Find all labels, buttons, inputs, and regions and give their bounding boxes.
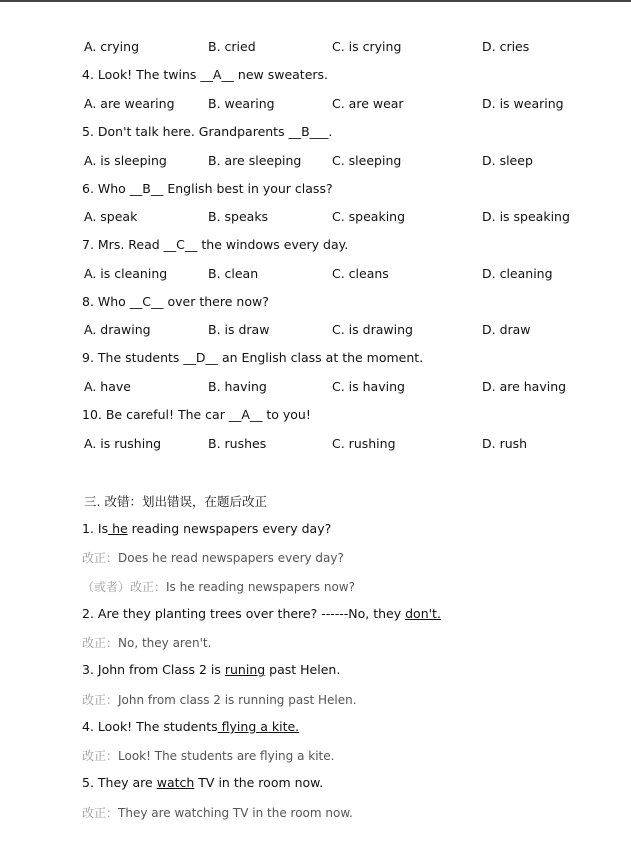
option-a: A. have (84, 379, 131, 394)
options-row-7 (0, 266, 631, 282)
correction-question-1 (82, 521, 331, 536)
option-d: D. is wearing (482, 96, 564, 111)
fix-text: They are watching TV in the room now. (118, 806, 353, 820)
option-c: C. cleans (332, 266, 389, 281)
correction-answer-4 (82, 747, 334, 764)
fix-label: 改正： (82, 693, 119, 707)
error-underline: runing (224, 662, 266, 677)
fix-text: No, they aren't. (118, 636, 212, 650)
option-a: A. speak (84, 209, 138, 224)
fix-label: （或者）改正： (82, 580, 167, 594)
options-row-3 (0, 39, 631, 55)
error-underline: flying a kite. (217, 719, 300, 734)
question-6: 6. Who __B__ English best in your class? (82, 181, 333, 196)
question-text: 3. John from Class 2 is (82, 662, 225, 677)
option-d: D. rush (482, 436, 528, 451)
option-c: C. speaking (332, 209, 406, 224)
options-row-9 (0, 379, 631, 395)
correction-answer-3 (82, 691, 357, 708)
option-b: B. cried (208, 39, 256, 54)
options-row-8 (0, 322, 631, 338)
options-row-10 (0, 436, 631, 452)
option-b: B. having (208, 379, 267, 394)
option-b: B. rushes (208, 436, 267, 451)
top-border (0, 0, 631, 2)
question-text: 1. Is (82, 521, 109, 536)
fix-label: 改正： (82, 749, 119, 763)
fix-label: 改正： (82, 636, 119, 650)
section-3-heading: 三. 改错：划出错误，在题后改正 (84, 494, 267, 509)
option-c: C. is having (332, 379, 405, 394)
question-5: 5. Don't talk here. Grandparents __B___. (82, 124, 333, 139)
fix-label: 改正： (82, 806, 119, 820)
option-d: D. sleep (482, 153, 533, 168)
error-underline: he (108, 521, 128, 536)
correction-answer-2 (82, 634, 211, 651)
question-9: 9. The students __D__ an English class at the moment. (82, 350, 424, 365)
correction-answer-1b (82, 578, 355, 595)
question-text: 4. Look! The students (82, 719, 218, 734)
question-4: 4. Look! The twins __A__ new sweaters. (82, 67, 329, 82)
option-d: D. are having (482, 379, 567, 394)
option-b: B. wearing (208, 96, 275, 111)
option-c: C. is drawing (332, 322, 413, 337)
question-text: 5. They are (82, 775, 157, 790)
option-d: D. cleaning (482, 266, 553, 281)
error-underline: don't. (405, 606, 441, 621)
correction-answer-5 (82, 804, 353, 821)
option-b: B. is draw (208, 322, 270, 337)
option-a: A. crying (84, 39, 140, 54)
fix-text: Does he read newspapers every day? (118, 551, 344, 565)
option-c: C. rushing (332, 436, 396, 451)
question-7: 7. Mrs. Read __C__ the windows every day. (82, 237, 349, 252)
options-row-4 (0, 96, 631, 112)
option-a: A. is cleaning (84, 266, 168, 281)
correction-question-5 (82, 775, 323, 790)
fix-text: John from class 2 is running past Helen. (118, 693, 357, 707)
correction-question-4 (82, 719, 299, 734)
fix-text: Look! The students are flying a kite. (118, 749, 335, 763)
question-10: 10. Be careful! The car __A__ to you! (82, 407, 311, 422)
option-a: A. is sleeping (84, 153, 167, 168)
question-text: 2. Are they planting trees over there? ------No, they (82, 606, 406, 621)
question-text: TV in the room now. (194, 775, 324, 790)
option-c: C. are wear (332, 96, 404, 111)
options-row-5 (0, 153, 631, 169)
option-c: C. sleeping (332, 153, 402, 168)
option-d: D. is speaking (482, 209, 570, 224)
option-a: A. is rushing (84, 436, 162, 451)
fix-label: 改正： (82, 551, 119, 565)
fix-text: Is he reading newspapers now? (166, 580, 355, 594)
question-text: reading newspapers every day? (127, 521, 332, 536)
question-text: past Helen. (265, 662, 341, 677)
correction-question-2 (82, 606, 441, 621)
error-underline: watch (156, 775, 195, 790)
option-b: B. are sleeping (208, 153, 302, 168)
option-c: C. is crying (332, 39, 402, 54)
option-a: A. are wearing (84, 96, 175, 111)
correction-answer-1 (82, 549, 344, 566)
option-b: B. clean (208, 266, 259, 281)
option-a: A. drawing (84, 322, 151, 337)
question-8: 8. Who __C__ over there now? (82, 294, 269, 309)
option-d: D. draw (482, 322, 531, 337)
correction-question-3 (82, 662, 340, 677)
options-row-6 (0, 209, 631, 225)
option-d: D. cries (482, 39, 530, 54)
option-b: B. speaks (208, 209, 269, 224)
